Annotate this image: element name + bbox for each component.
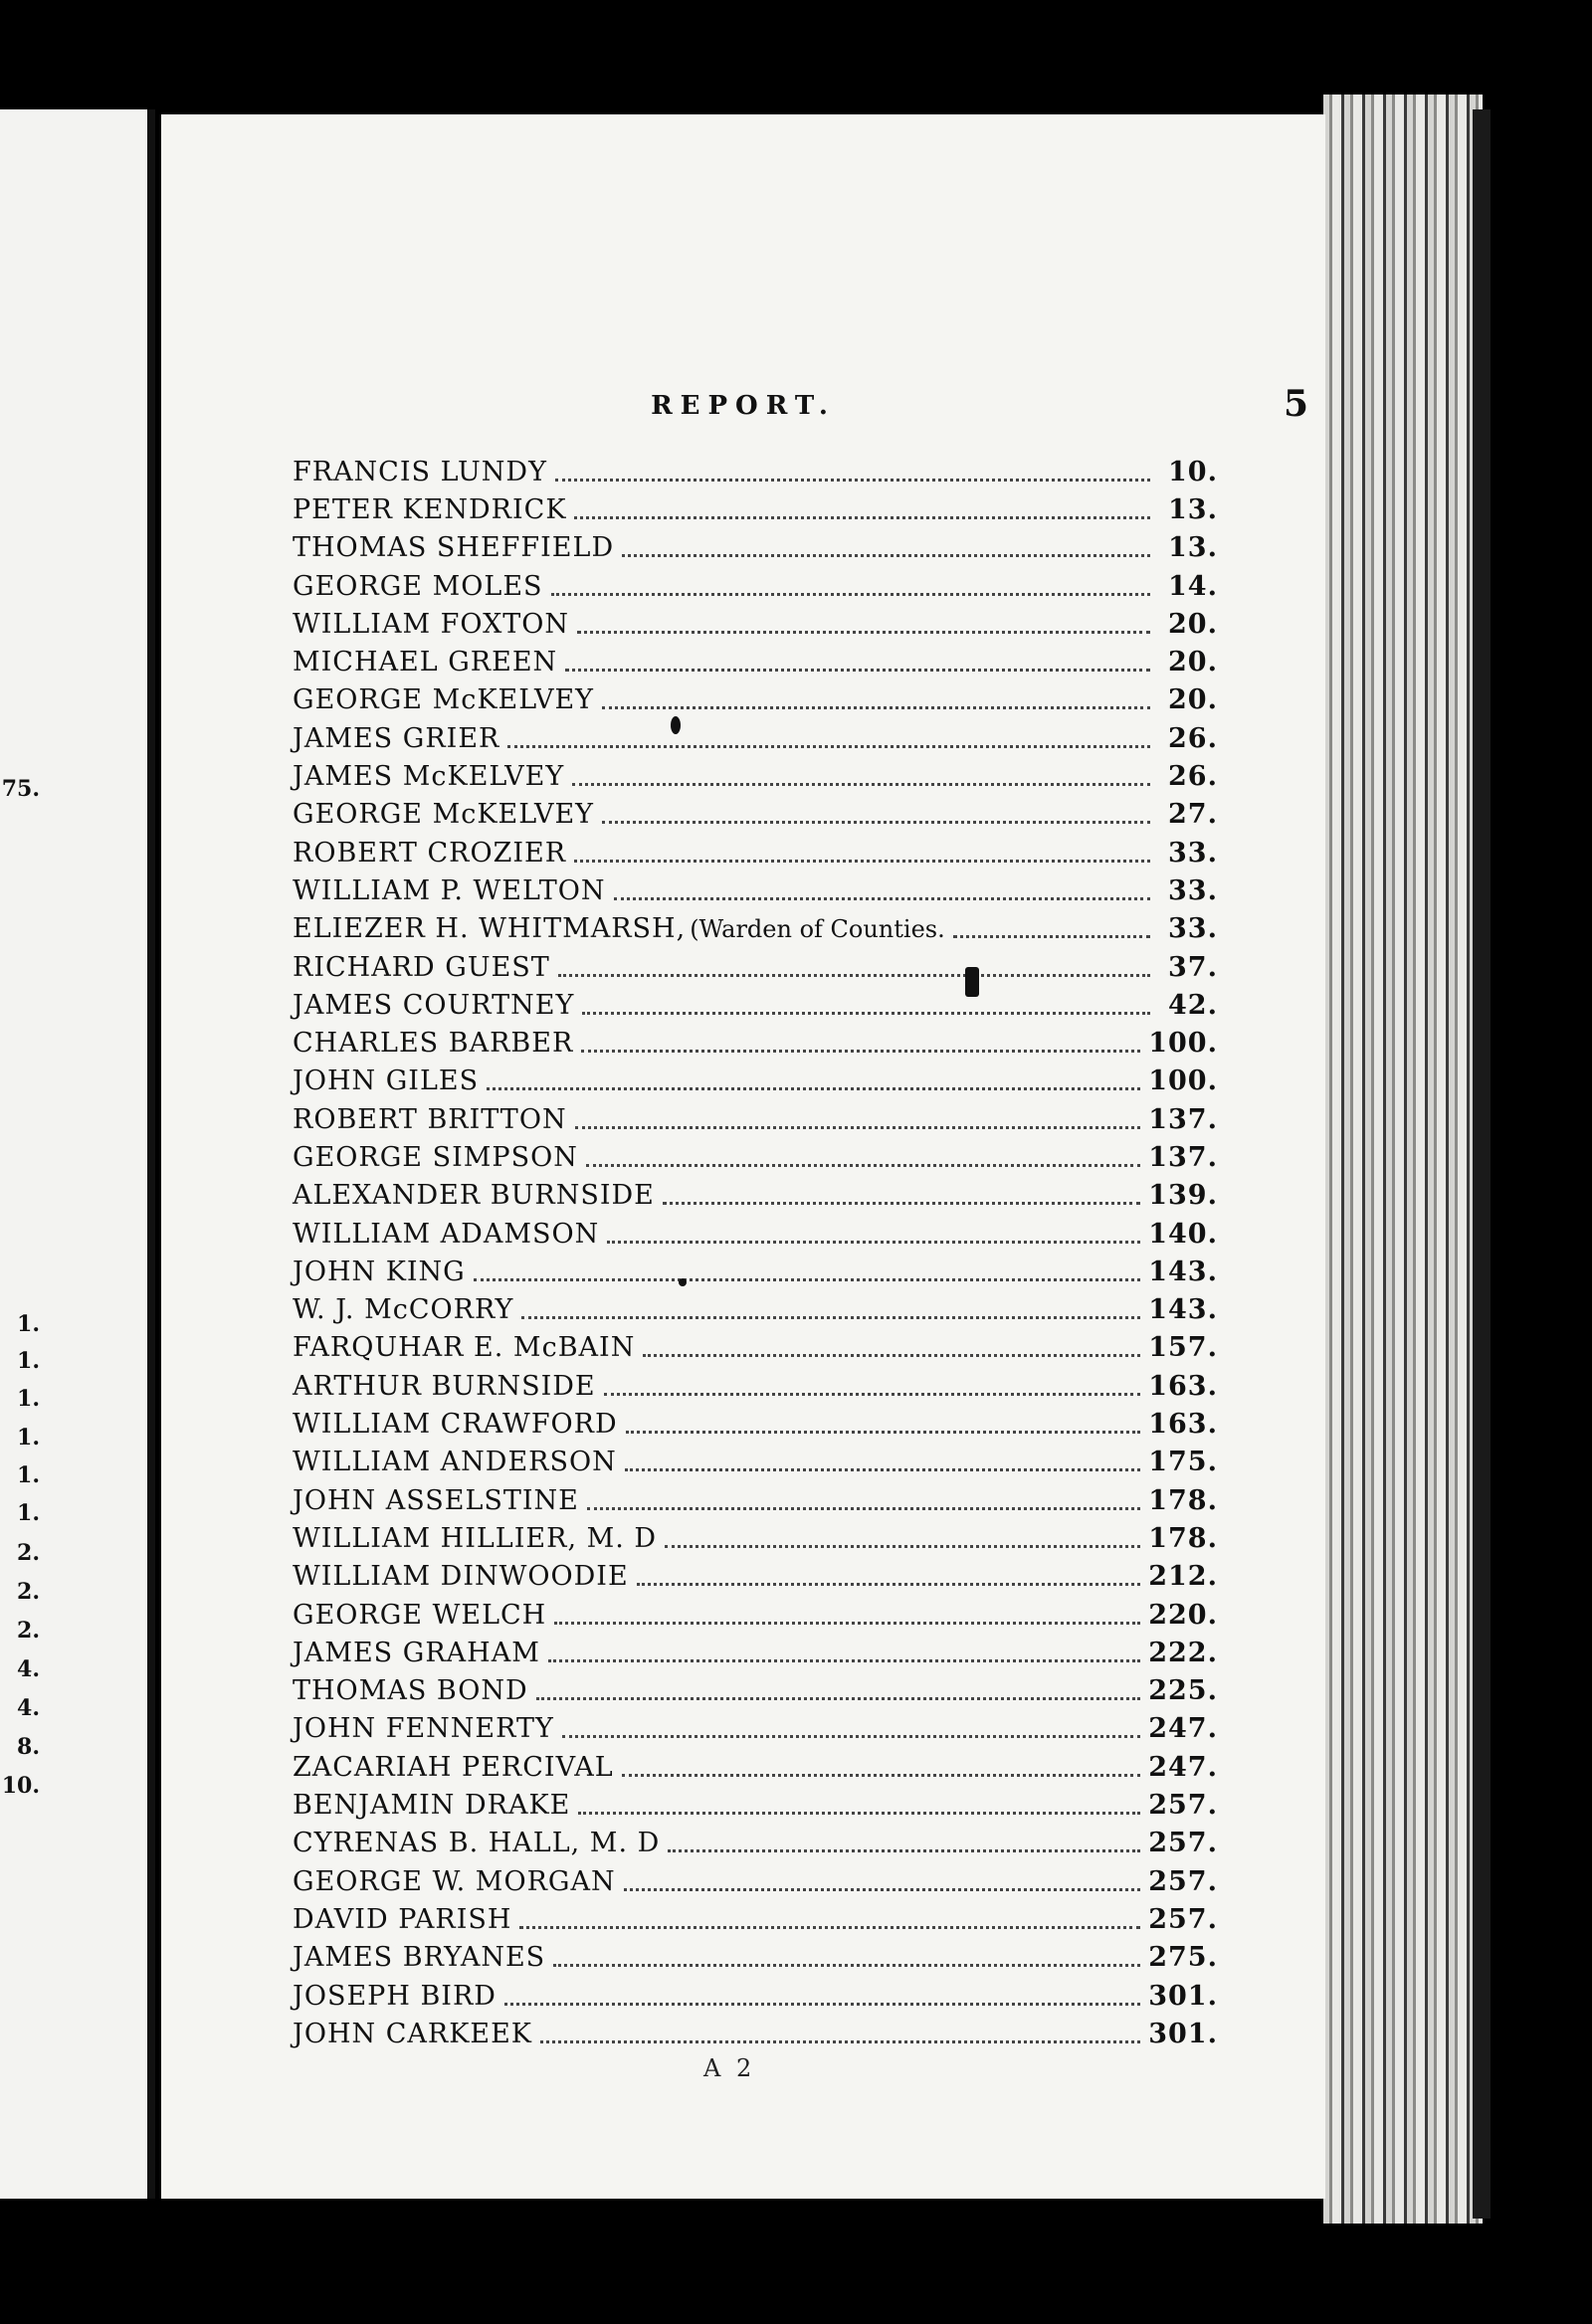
entry-name: W. J. McCORRY <box>293 1294 514 1326</box>
entry-name: FARQUHAR E. McBAIN <box>293 1332 636 1364</box>
index-entry <box>293 1558 1218 1596</box>
entry-name: WILLIAM FOXTON <box>293 608 570 640</box>
index-entry <box>293 1405 1218 1443</box>
entry-name: PETER KENDRICK <box>293 493 567 525</box>
index-entry <box>293 1710 1218 1748</box>
index-entry <box>293 1291 1218 1329</box>
name-index-list <box>293 453 1218 2052</box>
dot-leader <box>602 706 1150 709</box>
entry-name: GEORGE WELCH <box>293 1599 547 1631</box>
ink-speck <box>671 716 681 734</box>
ink-speck <box>679 1278 687 1286</box>
entry-name: GEORGE McKELVEY <box>293 684 595 716</box>
index-entry <box>293 1825 1218 1862</box>
entry-name: WILLIAM CRAWFORD <box>293 1409 618 1441</box>
entry-name: ARTHUR BURNSIDE <box>293 1370 596 1402</box>
index-entry <box>293 1672 1218 1710</box>
left-margin-number: 2. <box>17 1618 40 1644</box>
dot-leader <box>540 2040 1140 2043</box>
entry-page-number: 257. <box>1148 1903 1218 1935</box>
index-entry <box>293 643 1218 680</box>
dot-leader <box>504 2003 1140 2006</box>
entry-name: JAMES GRIER <box>293 722 500 754</box>
index-entry <box>293 872 1218 909</box>
dot-leader <box>587 1507 1140 1510</box>
left-margin-number: 1. <box>17 1425 40 1451</box>
index-entry <box>293 757 1218 795</box>
dot-leader <box>578 1812 1140 1815</box>
dot-leader <box>602 821 1150 824</box>
left-margin-number: 1. <box>17 1462 40 1488</box>
dot-leader <box>622 554 1150 557</box>
entry-page-number: 257. <box>1148 1828 1218 1859</box>
entry-name: JOHN KING <box>293 1256 466 1287</box>
entry-page-number: 225. <box>1148 1675 1218 1707</box>
dot-leader <box>663 1202 1140 1205</box>
dot-leader <box>553 1964 1140 1967</box>
entry-page-number: 33. <box>1168 837 1218 869</box>
ink-speck <box>965 967 979 997</box>
dot-leader <box>577 631 1150 634</box>
index-entry <box>293 1367 1218 1405</box>
dot-leader <box>665 1545 1140 1548</box>
entry-note: (Warden of Counties. <box>690 914 945 943</box>
entry-name: DAVID PARISH <box>293 1903 512 1935</box>
entry-page-number: 26. <box>1168 722 1218 754</box>
entry-name: WILLIAM DINWOODIE <box>293 1561 629 1593</box>
left-margin-number: 1. <box>17 1348 40 1374</box>
left-margin-number: 2. <box>17 1579 40 1605</box>
dot-leader <box>668 1849 1140 1852</box>
entry-name: JAMES McKELVEY <box>293 761 565 793</box>
left-margin-number: 1. <box>17 1311 40 1337</box>
dot-leader <box>624 1888 1141 1891</box>
index-entry <box>293 1253 1218 1290</box>
book-cover-edge <box>1473 109 1491 2219</box>
entry-name: WILLIAM P. WELTON <box>293 874 606 906</box>
left-margin-number: 1. <box>17 1386 40 1412</box>
dot-leader <box>521 1316 1140 1319</box>
entry-page-number: 301. <box>1148 1980 1218 2012</box>
entry-page-number: 301. <box>1148 2018 1218 2049</box>
entry-page-number: 20. <box>1168 608 1218 640</box>
index-entry <box>293 490 1218 528</box>
entry-page-number: 42. <box>1168 989 1218 1021</box>
page-number: 5 <box>1284 383 1309 425</box>
dot-leader <box>565 669 1150 672</box>
entry-page-number: 157. <box>1148 1332 1218 1364</box>
dot-leader <box>487 1087 1140 1090</box>
dot-leader <box>548 1659 1140 1662</box>
dot-leader <box>474 1278 1140 1281</box>
entry-page-number: 143. <box>1148 1294 1218 1326</box>
index-entry <box>293 1177 1218 1215</box>
dot-leader <box>581 1050 1140 1053</box>
index-entry <box>293 2015 1218 2052</box>
left-margin-number: 4. <box>17 1656 40 1682</box>
entry-name: FRANCIS LUNDY <box>293 456 547 487</box>
entry-page-number: 275. <box>1148 1942 1218 1974</box>
entry-page-number: 222. <box>1148 1637 1218 1668</box>
index-entry <box>293 796 1218 834</box>
entry-name: GEORGE McKELVEY <box>293 799 595 831</box>
entry-name: ALEXANDER BURNSIDE <box>293 1180 655 1212</box>
dot-leader <box>555 479 1150 482</box>
index-entry <box>293 986 1218 1024</box>
index-entry <box>293 1900 1218 1938</box>
entry-page-number: 257. <box>1148 1790 1218 1822</box>
index-entry <box>293 1100 1218 1138</box>
entry-name: BENJAMIN DRAKE <box>293 1790 571 1822</box>
dot-leader <box>574 516 1150 519</box>
entry-page-number: 178. <box>1148 1484 1218 1516</box>
dot-leader <box>575 1126 1141 1129</box>
index-entry <box>293 1939 1218 1977</box>
index-entry <box>293 1444 1218 1481</box>
entry-page-number: 10. <box>1168 456 1218 487</box>
entry-page-number: 137. <box>1148 1103 1218 1135</box>
report-page <box>161 114 1325 2199</box>
index-entry <box>293 605 1218 643</box>
entry-page-number: 139. <box>1148 1180 1218 1212</box>
entry-page-number: 13. <box>1168 493 1218 525</box>
left-margin-number: 2. <box>17 1540 40 1566</box>
entry-name: ROBERT BRITTON <box>293 1103 567 1135</box>
page-stack-edge <box>1323 95 1483 2224</box>
entry-name: WILLIAM ADAMSON <box>293 1218 600 1250</box>
entry-page-number: 37. <box>1168 951 1218 983</box>
entry-page-number: 20. <box>1168 684 1218 716</box>
page-header: REPORT. <box>651 391 836 421</box>
entry-page-number: 175. <box>1148 1447 1218 1478</box>
left-margin-number: 10. <box>1 1773 40 1799</box>
entry-name: MICHAEL GREEN <box>293 647 558 678</box>
entry-name: GEORGE SIMPSON <box>293 1141 578 1173</box>
entry-name: GEORGE W. MORGAN <box>293 1865 616 1897</box>
entry-name: JOSEPH BIRD <box>293 1980 497 2012</box>
left-margin-number: 1. <box>17 1500 40 1526</box>
left-facing-page <box>0 109 155 2199</box>
dot-leader <box>519 1926 1140 1929</box>
entry-page-number: 163. <box>1148 1370 1218 1402</box>
dot-leader <box>572 783 1150 786</box>
index-entry <box>293 719 1218 757</box>
dot-leader <box>637 1583 1141 1586</box>
index-entry <box>293 1748 1218 1786</box>
index-entry <box>293 567 1218 605</box>
dot-leader <box>643 1354 1140 1357</box>
printer-signature-mark: A 2 <box>703 2054 756 2082</box>
left-margin-number: 4. <box>17 1695 40 1721</box>
index-entry <box>293 1024 1218 1062</box>
entry-page-number: 33. <box>1168 913 1218 945</box>
entry-name: ROBERT CROZIER <box>293 837 567 869</box>
entry-page-number: 247. <box>1148 1751 1218 1783</box>
entry-name: THOMAS SHEFFIELD <box>293 532 615 564</box>
entry-page-number: 100. <box>1148 1065 1218 1097</box>
entry-name: JAMES GRAHAM <box>293 1637 540 1668</box>
entry-page-number: 247. <box>1148 1713 1218 1745</box>
index-entry <box>293 681 1218 719</box>
index-entry <box>293 1329 1218 1367</box>
index-entry <box>293 910 1218 948</box>
dot-leader <box>607 1241 1140 1244</box>
index-entry <box>293 1519 1218 1557</box>
entry-name: ZACARIAH PERCIVAL <box>293 1751 614 1783</box>
entry-name: ELIEZER H. WHITMARSH, <box>293 913 687 945</box>
index-entry <box>293 1596 1218 1634</box>
entry-name: THOMAS BOND <box>293 1675 528 1707</box>
index-entry <box>293 834 1218 872</box>
dot-leader <box>604 1393 1141 1396</box>
entry-page-number: 257. <box>1148 1865 1218 1897</box>
entry-page-number: 143. <box>1148 1256 1218 1287</box>
index-entry <box>293 453 1218 490</box>
dot-leader <box>536 1697 1141 1700</box>
entry-page-number: 100. <box>1148 1028 1218 1060</box>
dot-leader <box>558 974 1150 977</box>
entry-page-number: 178. <box>1148 1522 1218 1554</box>
entry-name: GEORGE MOLES <box>293 570 543 602</box>
dot-leader <box>622 1774 1141 1777</box>
entry-page-number: 26. <box>1168 761 1218 793</box>
dot-leader <box>614 897 1151 900</box>
entry-page-number: 220. <box>1148 1599 1218 1631</box>
entry-name: JOHN ASSELSTINE <box>293 1484 579 1516</box>
entry-page-number: 212. <box>1148 1561 1218 1593</box>
entry-name: WILLIAM HILLIER, M. D <box>293 1522 658 1554</box>
entry-name: JOHN GILES <box>293 1065 480 1097</box>
index-entry <box>293 1215 1218 1253</box>
entry-name: JAMES COURTNEY <box>293 989 575 1021</box>
index-entry <box>293 1977 1218 2015</box>
index-entry <box>293 1481 1218 1519</box>
index-entry <box>293 529 1218 567</box>
left-margin-number: 8. <box>17 1734 40 1760</box>
entry-page-number: 140. <box>1148 1218 1218 1250</box>
entry-page-number: 33. <box>1168 874 1218 906</box>
entry-page-number: 137. <box>1148 1141 1218 1173</box>
index-entry <box>293 948 1218 986</box>
dot-leader <box>626 1431 1141 1434</box>
entry-name: CHARLES BARBER <box>293 1028 574 1060</box>
entry-name: JAMES BRYANES <box>293 1942 546 1974</box>
index-entry <box>293 1063 1218 1100</box>
entry-page-number: 163. <box>1148 1409 1218 1441</box>
entry-name: WILLIAM ANDERSON <box>293 1447 617 1478</box>
dot-leader <box>551 593 1150 596</box>
entry-name: CYRENAS B. HALL, M. D <box>293 1828 661 1859</box>
dot-leader <box>554 1622 1140 1625</box>
dot-leader <box>582 1012 1150 1015</box>
entry-page-number: 20. <box>1168 647 1218 678</box>
dot-leader <box>953 935 1150 938</box>
index-entry <box>293 1634 1218 1671</box>
left-margin-number: 75. <box>1 776 40 802</box>
index-entry <box>293 1786 1218 1824</box>
entry-name: RICHARD GUEST <box>293 951 550 983</box>
dot-leader <box>625 1468 1140 1471</box>
entry-page-number: 14. <box>1168 570 1218 602</box>
index-entry <box>293 1862 1218 1900</box>
dot-leader <box>586 1164 1140 1167</box>
dot-leader <box>507 745 1150 748</box>
entry-name: JOHN CARKEEK <box>293 2018 532 2049</box>
dot-leader <box>562 1735 1140 1738</box>
entry-page-number: 27. <box>1168 799 1218 831</box>
dot-leader <box>574 860 1150 863</box>
entry-name: JOHN FENNERTY <box>293 1713 554 1745</box>
index-entry <box>293 1138 1218 1176</box>
entry-page-number: 13. <box>1168 532 1218 564</box>
